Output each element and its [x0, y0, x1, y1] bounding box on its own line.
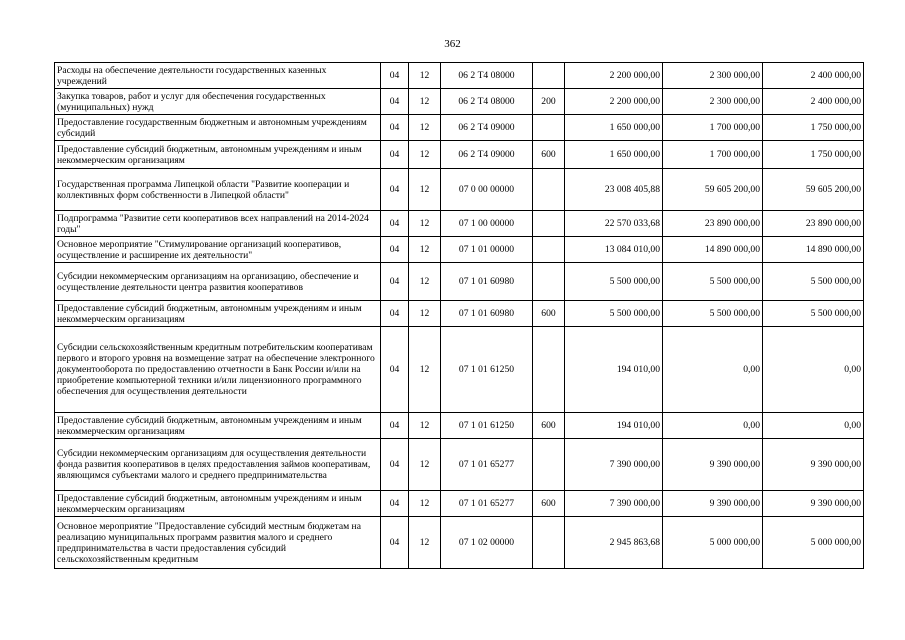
amount-year-1: 1 650 000,00 — [565, 141, 663, 169]
target-article: 07 0 00 00000 — [441, 169, 533, 211]
table-row — [55, 491, 864, 517]
row-name: Субсидии некоммерческим организациям на организацию, обеспечение и осуществление деятельности центра развития кооперативов — [55, 263, 381, 301]
subsection-code: 12 — [409, 327, 441, 413]
target-article: 07 1 01 61250 — [441, 413, 533, 439]
amount-year-2: 2 300 000,00 — [663, 89, 763, 115]
target-article: 07 1 01 61250 — [441, 327, 533, 413]
section-code: 04 — [381, 115, 409, 141]
amount-year-1: 194 010,00 — [565, 413, 663, 439]
amount-year-3: 5 500 000,00 — [763, 301, 864, 327]
expense-type: 600 — [533, 141, 565, 169]
section-code: 04 — [381, 63, 409, 89]
expense-type — [533, 169, 565, 211]
amount-year-3: 0,00 — [763, 327, 864, 413]
amount-year-1: 7 390 000,00 — [565, 439, 663, 491]
amount-year-2: 1 700 000,00 — [663, 115, 763, 141]
row-name: Подпрограмма "Развитие сети кооперативов всех направлений на 2014-2024 годы" — [55, 211, 381, 237]
target-article: 07 1 01 60980 — [441, 263, 533, 301]
section-code: 04 — [381, 89, 409, 115]
table-row — [55, 439, 864, 491]
amount-year-3: 1 750 000,00 — [763, 141, 864, 169]
section-code: 04 — [381, 169, 409, 211]
subsection-code: 12 — [409, 301, 441, 327]
amount-year-3: 0,00 — [763, 413, 864, 439]
amount-year-1: 2 200 000,00 — [565, 89, 663, 115]
row-name: Предоставление государственным бюджетным и автономным учреждениям субсидий — [55, 115, 381, 141]
amount-year-1: 2 945 863,68 — [565, 517, 663, 569]
amount-year-1: 1 650 000,00 — [565, 115, 663, 141]
amount-year-1: 5 500 000,00 — [565, 263, 663, 301]
target-article: 06 2 Т4 08000 — [441, 63, 533, 89]
table-row — [55, 211, 864, 237]
amount-year-2: 9 390 000,00 — [663, 439, 763, 491]
expense-type: 600 — [533, 413, 565, 439]
section-code: 04 — [381, 517, 409, 569]
target-article: 07 1 02 00000 — [441, 517, 533, 569]
amount-year-1: 2 200 000,00 — [565, 63, 663, 89]
expense-type — [533, 115, 565, 141]
section-code: 04 — [381, 327, 409, 413]
expense-type — [533, 327, 565, 413]
amount-year-2: 14 890 000,00 — [663, 237, 763, 263]
expense-type: 600 — [533, 491, 565, 517]
amount-year-1: 5 500 000,00 — [565, 301, 663, 327]
amount-year-1: 7 390 000,00 — [565, 491, 663, 517]
subsection-code: 12 — [409, 63, 441, 89]
amount-year-2: 1 700 000,00 — [663, 141, 763, 169]
subsection-code: 12 — [409, 439, 441, 491]
target-article: 06 2 Т4 09000 — [441, 141, 533, 169]
subsection-code: 12 — [409, 517, 441, 569]
target-article: 07 1 01 65277 — [441, 439, 533, 491]
subsection-code: 12 — [409, 263, 441, 301]
subsection-code: 12 — [409, 413, 441, 439]
subsection-code: 12 — [409, 169, 441, 211]
expense-type — [533, 211, 565, 237]
target-article: 06 2 Т4 09000 — [441, 115, 533, 141]
subsection-code: 12 — [409, 237, 441, 263]
amount-year-2: 5 500 000,00 — [663, 301, 763, 327]
amount-year-3: 23 890 000,00 — [763, 211, 864, 237]
budget-table — [54, 62, 864, 569]
target-article: 06 2 Т4 08000 — [441, 89, 533, 115]
amount-year-3: 2 400 000,00 — [763, 63, 864, 89]
amount-year-2: 0,00 — [663, 413, 763, 439]
amount-year-3: 14 890 000,00 — [763, 237, 864, 263]
amount-year-3: 2 400 000,00 — [763, 89, 864, 115]
amount-year-2: 9 390 000,00 — [663, 491, 763, 517]
table-row — [55, 327, 864, 413]
row-name: Основное мероприятие "Стимулирование организаций кооперативов, осуществление и расширение их деятельности" — [55, 237, 381, 263]
table-row — [55, 169, 864, 211]
section-code: 04 — [381, 237, 409, 263]
target-article: 07 1 01 65277 — [441, 491, 533, 517]
subsection-code: 12 — [409, 115, 441, 141]
table-row — [55, 301, 864, 327]
table-row — [55, 63, 864, 89]
amount-year-3: 1 750 000,00 — [763, 115, 864, 141]
amount-year-2: 5 500 000,00 — [663, 263, 763, 301]
expense-type: 600 — [533, 301, 565, 327]
row-name: Предоставление субсидий бюджетным, автономным учреждениям и иным некоммерческим организациям — [55, 413, 381, 439]
amount-year-3: 9 390 000,00 — [763, 439, 864, 491]
subsection-code: 12 — [409, 89, 441, 115]
target-article: 07 1 00 00000 — [441, 211, 533, 237]
section-code: 04 — [381, 301, 409, 327]
table-row — [55, 413, 864, 439]
amount-year-1: 194 010,00 — [565, 327, 663, 413]
expense-type: 200 — [533, 89, 565, 115]
row-name: Предоставление субсидий бюджетным, автономным учреждениям и иным некоммерческим организациям — [55, 301, 381, 327]
section-code: 04 — [381, 413, 409, 439]
row-name: Субсидии сельскохозяйственным кредитным потребительским кооперативам первого и второго уровня на возмещение затрат на обеспечение электронного документооборота по предоставлению отчетности в Банк России и/или на приобретение компьютерной техники и/или лицензионного программного обеспечения для осуществления деятельности — [55, 327, 381, 413]
amount-year-2: 59 605 200,00 — [663, 169, 763, 211]
target-article: 07 1 01 00000 — [441, 237, 533, 263]
expense-type — [533, 63, 565, 89]
row-name: Предоставление субсидий бюджетным, автономным учреждениям и иным некоммерческим организациям — [55, 141, 381, 169]
subsection-code: 12 — [409, 211, 441, 237]
expense-type — [533, 517, 565, 569]
subsection-code: 12 — [409, 141, 441, 169]
amount-year-1: 22 570 033,68 — [565, 211, 663, 237]
target-article: 07 1 01 60980 — [441, 301, 533, 327]
row-name: Закупка товаров, работ и услуг для обеспечения государственных (муниципальных) нужд — [55, 89, 381, 115]
table-row — [55, 517, 864, 569]
amount-year-3: 9 390 000,00 — [763, 491, 864, 517]
amount-year-2: 0,00 — [663, 327, 763, 413]
section-code: 04 — [381, 141, 409, 169]
section-code: 04 — [381, 263, 409, 301]
table-row — [55, 141, 864, 169]
section-code: 04 — [381, 211, 409, 237]
row-name: Субсидии некоммерческим организациям для осуществления деятельности фонда развития кооперативов в целях предоставления займов кооперативам, являющимся субъектами малого и среднего предпринимательства — [55, 439, 381, 491]
expense-type — [533, 237, 565, 263]
amount-year-3: 59 605 200,00 — [763, 169, 864, 211]
row-name: Государственная программа Липецкой области "Развитие кооперации и коллективных форм собственности в Липецкой области" — [55, 169, 381, 211]
expense-type — [533, 439, 565, 491]
expense-type — [533, 263, 565, 301]
subsection-code: 12 — [409, 491, 441, 517]
section-code: 04 — [381, 491, 409, 517]
amount-year-3: 5 500 000,00 — [763, 263, 864, 301]
amount-year-2: 23 890 000,00 — [663, 211, 763, 237]
row-name: Предоставление субсидий бюджетным, автономным учреждениям и иным некоммерческим организациям — [55, 491, 381, 517]
amount-year-1: 13 084 010,00 — [565, 237, 663, 263]
table-row — [55, 237, 864, 263]
section-code: 04 — [381, 439, 409, 491]
row-name: Основное мероприятие "Предоставление субсидий местным бюджетам на реализацию муниципальных программ развития малого и среднего предпринимательства в части предоставления субсидий сельскохозяйственным кредитным — [55, 517, 381, 569]
amount-year-3: 5 000 000,00 — [763, 517, 864, 569]
table-row — [55, 263, 864, 301]
table-row — [55, 115, 864, 141]
amount-year-1: 23 008 405,88 — [565, 169, 663, 211]
amount-year-2: 5 000 000,00 — [663, 517, 763, 569]
page-number: 362 — [444, 38, 461, 50]
row-name: Расходы на обеспечение деятельности государственных казенных учреждений — [55, 63, 381, 89]
table-row — [55, 89, 864, 115]
amount-year-2: 2 300 000,00 — [663, 63, 763, 89]
